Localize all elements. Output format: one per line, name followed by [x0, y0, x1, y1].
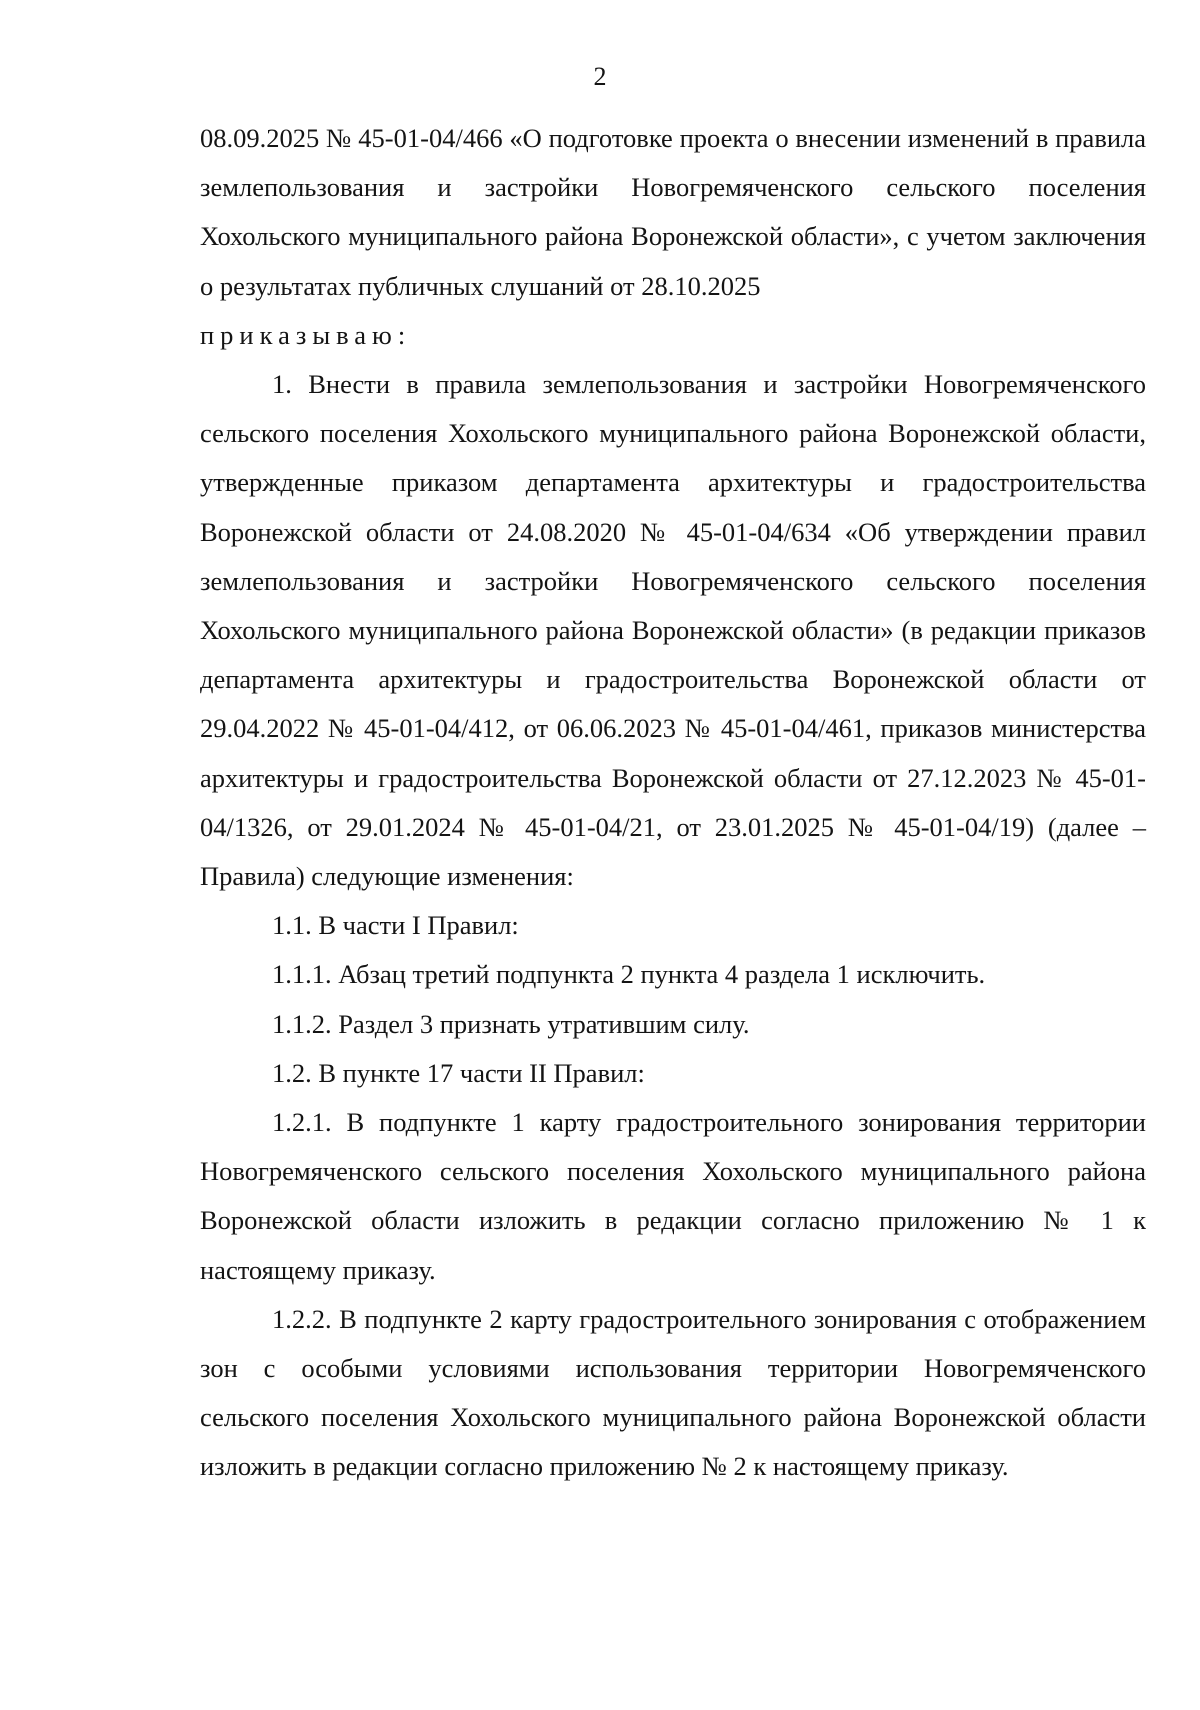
paragraph-item-1-1-2: 1.1.2. Раздел 3 признать утратившим силу.: [272, 1008, 750, 1039]
document-body: [200, 114, 1146, 1492]
page-number: 2: [593, 62, 607, 91]
paragraph-item-1-2-2: 1.2.2. В подпункте 2 карту градостроительного зонирования с отображением зон с особыми условиями использования территории Новогремяченского сельского поселения Хохольского муниципального района Воронежской области изложить в редакции согласно приложению № 2 к настоящему приказу.: [200, 1303, 1146, 1482]
paragraph-order-word: приказываю:: [200, 319, 412, 350]
paragraph-item-1-1-1: 1.1.1. Абзац третий подпункта 2 пункта 4 раздела 1 исключить.: [272, 959, 986, 990]
paragraph-item-1-1: 1.1. В части I Правил:: [272, 910, 519, 941]
paragraph-item-1-2-1: 1.2.1. В подпункте 1 карту градостроительного зонирования территории Новогремяченского сельского поселения Хохольского муниципального района Воронежской области изложить в редакции согласно приложению № 1 к настоящему приказу.: [200, 1107, 1146, 1285]
paragraph-item-1-2: 1.2. В пункте 17 части II Правил:: [272, 1057, 645, 1088]
paragraph-preamble: 08.09.2025 № 45-01-04/466 «О подготовке проекта о внесении изменений в правила землепользования и застройки Новогремяченского сельского поселения Хохольского муниципального района Воронежской области», с учетом заключения о результатах публичных слушаний от 28.10.2025: [200, 123, 1146, 301]
paragraph-item-1: 1. Внести в правила землепользования и застройки Новогремяченского сельского поселения Хохольского муниципального района Воронежской области, утвержденные приказом департамента архитектуры и градостроительства Воронежской области от 24.08.2020 № 45-01-04/634 «Об утверждении правил землепользования и застройки Новогремяченского сельского поселения Хохольского муниципального района Воронежской области» (в редакции приказов департамента архитектуры и градостроительства Воронежской области от 29.04.2022 № 45-01-04/412, от 06.06.2023 № 45-01-04/461, приказов министерства архитектуры и градостроительства Воронежской области от 27.12.2023 № 45-01-04/1326, от 29.01.2024 № 45-01-04/21, от 23.01.2025 № 45-01-04/19) (далее – Правила) следующие изменения:: [200, 369, 1146, 892]
